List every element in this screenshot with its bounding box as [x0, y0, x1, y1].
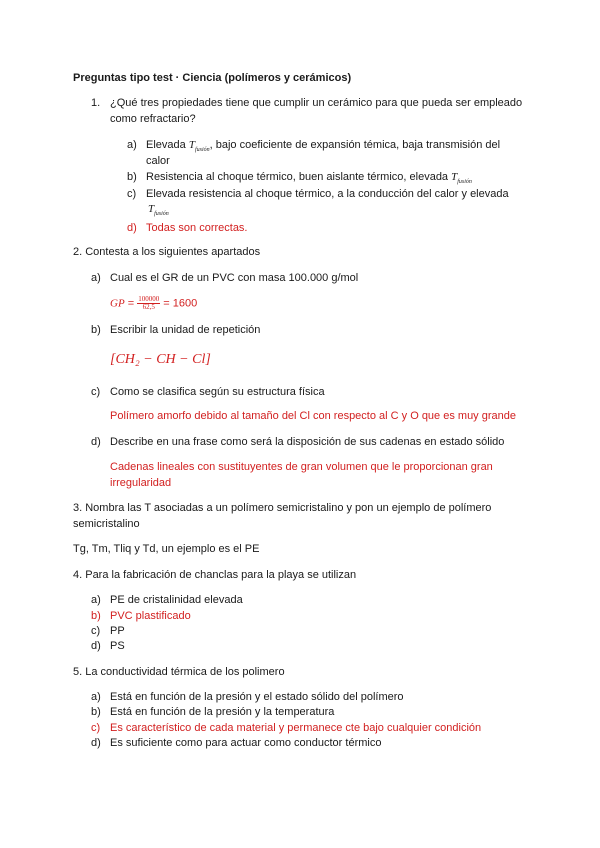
q2a-answer-lhs: GP [110, 297, 125, 310]
q1-option-a-subscript: fusión [194, 147, 210, 153]
q4-option-a-text: PE de cristalinidad elevada [110, 594, 243, 606]
q2a-answer-numerator: 100000 [138, 295, 160, 303]
q4-option-b-letter: b) [91, 610, 101, 622]
q2c-text: Como se clasifica según su estructura física [110, 386, 325, 398]
q4-option-b-text: PVC plastificado [110, 610, 191, 622]
q4-option-d-letter: d) [91, 640, 101, 652]
q1-option-c-symbol: T [148, 203, 155, 215]
q1-option-c-text: Elevada resistencia al choque térmico, a la conducción del calor y elevada [146, 188, 509, 200]
q4-option-d-text: PS [110, 640, 125, 652]
q2-text: 2. Contesta a los siguientes apartados [73, 246, 261, 258]
q4-option-c-letter: c) [91, 625, 101, 637]
q2c-answer: Polímero amorfo debido al tamaño del Cl con respecto al C y O que es muy grande [110, 410, 516, 422]
q2c-letter: c) [91, 386, 101, 398]
q1-option-b-letter: b) [127, 171, 137, 183]
q1-option-a-pre: Elevada [146, 139, 186, 151]
q2a-letter: a) [91, 272, 101, 284]
q1-option-a-line2: calor [146, 155, 170, 167]
q2a-answer-result: = 1600 [163, 297, 198, 310]
q1-number: 1. [91, 97, 101, 109]
q4-text: 4. Para la fabricación de chanclas para la playa se utilizan [73, 569, 357, 581]
q2b-text: Escribir la unidad de repetición [110, 324, 261, 336]
q1-option-d-letter: d) [127, 222, 137, 234]
q5-option-c-letter: c) [91, 722, 101, 734]
q2d-answer-line1: Cadenas lineales con sustituyentes de gran volumen que le proporcionan gran [110, 461, 493, 473]
q1-option-c-subscript: fusión [154, 211, 169, 217]
q5-option-a-text: Está en función de la presión y el estado sólido del polímero [110, 691, 404, 703]
q2a-answer-denominator: 62,5 [142, 303, 155, 311]
q1-option-a [146, 139, 500, 153]
q2a-answer [110, 296, 197, 311]
q5-text: 5. La conductividad térmica de los polimero [73, 666, 285, 678]
q1-option-a-symbol: T [188, 139, 195, 151]
q1-option-b-pre: Resistencia al choque térmico, buen aislante térmico, elevada [146, 171, 449, 183]
q2a-text: Cual es el GR de un PVC con masa 100.000 g/mol [110, 272, 359, 284]
q3-text-line2: semicristalino [73, 518, 140, 530]
q1-text-line2: como refractario? [110, 113, 196, 125]
q5-option-b-letter: b) [91, 706, 101, 718]
q1-option-b [146, 171, 472, 185]
q2a-answer-fraction [137, 296, 160, 311]
q4-option-a-letter: a) [91, 594, 101, 606]
q1-option-d-text: Todas son correctas. [146, 222, 248, 234]
page-title: Preguntas tipo test · Ciencia (polímeros y cerámicos) [73, 72, 352, 84]
q4-option-c-text: PP [110, 625, 125, 637]
q2d-text: Describe en una frase como será la disposición de sus cadenas en estado sólido [110, 436, 505, 448]
q2b-answer: [CH₂ − CH − Cl] [110, 352, 211, 367]
q1-option-b-subscript: fusión [457, 179, 472, 185]
q5-option-d-letter: d) [91, 737, 101, 749]
q1-option-b-symbol: T [451, 171, 458, 183]
q2d-answer-line2: irregularidad [110, 477, 172, 489]
q1-option-c-symbol-line [148, 203, 169, 217]
q5-option-c-text: Es característico de cada material y permanece cte bajo cualquier condición [110, 722, 482, 734]
q2b-letter: b) [91, 324, 101, 336]
q1-option-a-post: , bajo coeficiente de expansión témica, baja transmisión del [209, 139, 501, 151]
q3-answer: Tg, Tm, Tliq y Td, un ejemplo es el PE [73, 543, 260, 555]
q3-text-line1: 3. Nombra las T asociadas a un polímero semicristalino y pon un ejemplo de polímero [73, 502, 492, 514]
q1-option-a-letter: a) [127, 139, 137, 151]
q2d-letter: d) [91, 436, 101, 448]
q2a-answer-eq: = [127, 297, 135, 310]
q5-option-b-text: Está en función de la presión y la temperatura [110, 706, 335, 718]
q5-option-a-letter: a) [91, 691, 101, 703]
q5-option-d-text: Es suficiente como para actuar como conductor térmico [110, 737, 382, 749]
q1-text-line1: ¿Qué tres propiedades tiene que cumplir un cerámico para que pueda ser empleado [110, 97, 523, 109]
q1-option-c-letter: c) [127, 188, 137, 200]
